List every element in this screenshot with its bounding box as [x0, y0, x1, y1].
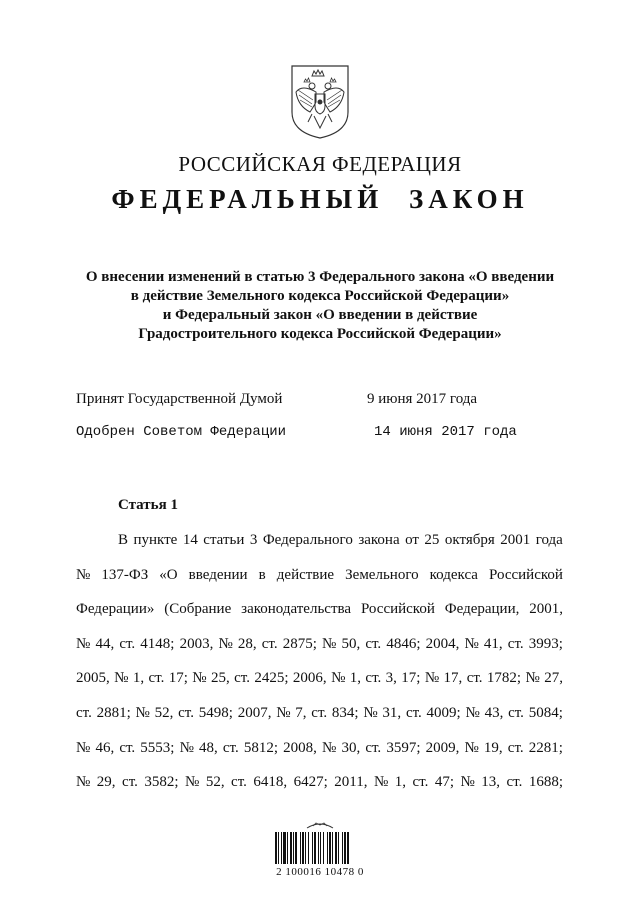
adopted-label: Принят Государственной Думой — [76, 391, 283, 407]
article-line — [76, 592, 563, 627]
article-word: ст. — [261, 635, 278, 652]
article-word: 48, — [199, 739, 218, 756]
article-word: Федерации, — [444, 601, 520, 618]
law-title-line: Градостроительного кодекса Российской Федерации» — [138, 326, 502, 342]
article-word: 2881; — [96, 704, 131, 721]
article-word: 25, — [210, 670, 230, 687]
adopted-date: 9 июня 2017 года — [367, 391, 478, 407]
article-word: 2009, — [425, 739, 460, 756]
article-word: 2006, — [292, 670, 327, 687]
approved-label: Одобрен Советом Федерации — [76, 424, 287, 440]
barcode-bar — [308, 832, 309, 864]
article-word: 43, — [484, 704, 504, 721]
coat-of-arms-icon — [288, 62, 352, 140]
article-word: ст. — [222, 739, 239, 756]
article-word: 1, — [394, 774, 406, 791]
law-title-line: и Федеральный закон «О введении в действие — [162, 307, 478, 323]
article-word: 2008, — [283, 739, 317, 756]
article-word: действие — [276, 566, 335, 583]
article-word: № — [322, 635, 337, 652]
article-word: 2281; — [528, 739, 563, 756]
article-word: 3, — [385, 670, 397, 687]
article-word: № — [464, 635, 479, 652]
article-word: 2007, — [237, 704, 272, 721]
article-word: 19, — [483, 739, 503, 756]
law-title — [60, 268, 580, 344]
article-word: ст. — [365, 739, 382, 756]
article-word: ст. — [122, 774, 138, 791]
article-word: в — [258, 566, 266, 583]
article-word: 1, — [349, 670, 362, 687]
document-type: ФЕДЕРАЛЬНЫЙ ЗАКОН — [111, 184, 529, 214]
article-word: 2001 — [500, 532, 531, 548]
article-word: законодательства — [241, 601, 352, 618]
article-word: 2011, — [334, 774, 368, 791]
article-word: «О — [159, 566, 178, 583]
law-title-line: О внесении изменений в статью 3 Федерального закона «О введении — [85, 269, 555, 285]
article-word: статьи — [203, 532, 245, 548]
article-word: ст. — [365, 670, 382, 687]
article-word: (Собрание — [164, 601, 232, 618]
barcode-bar — [329, 832, 331, 864]
article-word: Российской — [360, 601, 435, 618]
article-word: 5553; — [140, 739, 175, 756]
article-line — [76, 696, 563, 731]
article-word: ст. — [148, 670, 165, 687]
article-word: № — [76, 774, 91, 791]
article-word: № — [76, 739, 91, 756]
article-word: 7, — [295, 704, 307, 721]
article-word: 28, — [237, 635, 257, 652]
barcode-bar — [302, 832, 304, 864]
article-word: 52, — [154, 704, 174, 721]
barcode-bar — [293, 832, 294, 864]
article-word: № — [179, 739, 194, 756]
article-word: октября — [444, 532, 495, 548]
article-word: ст. — [507, 739, 524, 756]
article-word: 17; — [168, 670, 188, 687]
article-line — [76, 661, 563, 696]
article-word: 52, — [205, 774, 225, 791]
article-word: 4846; — [386, 635, 421, 652]
article-line — [76, 731, 563, 766]
article-word: Федерации» — [76, 601, 155, 618]
article-word: № — [135, 704, 150, 721]
article-word: № — [322, 739, 337, 756]
barcode-bar — [323, 832, 324, 864]
article-word: 834; — [331, 704, 359, 721]
barcode-bar — [347, 832, 349, 864]
article-word: 5498; — [198, 704, 233, 721]
barcode-bar — [295, 832, 297, 864]
article-word: 2425; — [254, 670, 289, 687]
barcode-bar — [342, 832, 343, 864]
approved-date: 14 июня 2017 года — [374, 424, 517, 440]
article-word: введении — [188, 566, 248, 583]
article-word: 137-ФЗ — [101, 566, 149, 583]
article-word: 17, — [443, 670, 463, 687]
article-word: В — [118, 532, 129, 548]
barcode-bar — [332, 832, 333, 864]
article-word: ст. — [412, 774, 429, 791]
law-title-line: в действие Земельного кодекса Российской Федерации» — [130, 288, 510, 304]
article-word: 2004, — [425, 635, 460, 652]
article-word: года — [535, 532, 563, 548]
barcode-bar — [300, 832, 301, 864]
article-word: 2001, — [529, 601, 563, 618]
article-word: № — [331, 670, 346, 687]
article-word: 17; — [401, 670, 421, 687]
article-word: ст. — [119, 635, 136, 652]
article-word: 30, — [341, 739, 361, 756]
article-word: 4148; — [140, 635, 175, 652]
article-word: ст. — [234, 670, 250, 687]
article-word: № — [373, 774, 389, 791]
barcode-bar — [312, 832, 313, 864]
barcode-bar — [327, 832, 328, 864]
article-word: ст. — [311, 704, 328, 721]
barcode-number: 2 100016 10478 0 — [276, 866, 364, 878]
article-word: 46, — [95, 739, 115, 756]
barcode-bar — [290, 832, 292, 864]
article-word: № — [465, 704, 480, 721]
article-word: 29, — [96, 774, 116, 791]
article-word: 27, — [544, 670, 563, 687]
article-word: ст. — [119, 739, 136, 756]
article-heading: Статья 1 — [118, 497, 178, 513]
article-word: кодекса — [429, 566, 478, 583]
article-word: № — [76, 635, 91, 652]
article-word: 5812; — [243, 739, 279, 756]
article-word: 3597; — [386, 739, 421, 756]
article-word: № — [114, 670, 129, 687]
article-word: 47; — [434, 774, 454, 791]
article-body — [76, 523, 563, 800]
article-word: 41, — [483, 635, 503, 652]
article-word: № — [460, 774, 475, 791]
article-line — [76, 523, 563, 558]
article-word: № — [424, 670, 440, 687]
article-word: ст. — [508, 704, 524, 721]
article-word: 6427; — [293, 774, 328, 791]
article-word: закона — [358, 532, 400, 548]
barcode-bar — [314, 832, 316, 864]
article-word: 2003, — [179, 635, 214, 652]
article-word: № — [185, 774, 200, 791]
barcode-bar — [335, 832, 337, 864]
barcode-bar — [344, 832, 346, 864]
article-word: ст. — [507, 635, 524, 652]
article-word: № — [276, 704, 291, 721]
article-word: № — [76, 566, 91, 583]
article-word: 25 — [424, 532, 440, 548]
barcode-bar — [338, 832, 339, 864]
article-line — [76, 558, 563, 593]
article-word: 3993; — [528, 635, 563, 652]
article-word: ст. — [76, 704, 92, 721]
article-word: ст. — [506, 774, 523, 791]
article-word: 50, — [341, 635, 361, 652]
article-word: 6418, — [253, 774, 288, 791]
article-word: 2005, — [76, 670, 110, 687]
article-word: пункте — [133, 532, 178, 548]
article-line — [76, 627, 563, 662]
article-word: от — [405, 532, 419, 548]
article-word: 4009; — [426, 704, 461, 721]
barcode-bar — [281, 832, 282, 864]
barcode-bar — [283, 832, 286, 864]
article-word: 5084; — [528, 704, 563, 721]
barcode-bar — [305, 832, 306, 864]
article-word: № — [464, 739, 479, 756]
article-word: 2875; — [282, 635, 317, 652]
article-word: № — [192, 670, 207, 687]
article-word: Федерального — [262, 532, 353, 548]
barcode-bar — [275, 832, 277, 864]
article-word: № — [218, 635, 233, 652]
article-word: Российской — [489, 566, 563, 583]
article-word: ст. — [365, 635, 382, 652]
article-word: ст. — [178, 704, 194, 721]
article-word: ст. — [466, 670, 483, 687]
article-word: ст. — [405, 704, 422, 721]
article-word: № — [525, 670, 540, 687]
article-word: № — [363, 704, 378, 721]
article-word: 1, — [132, 670, 145, 687]
barcode-bar — [320, 832, 321, 864]
article-word: 13, — [481, 774, 501, 791]
article-word: 3582; — [144, 774, 179, 791]
barcode-bar — [318, 832, 319, 864]
barcode-bar — [287, 832, 288, 864]
article-word: 31, — [382, 704, 402, 721]
article-word: ст. — [231, 774, 247, 791]
country-name: РОССИЙСКАЯ ФЕДЕРАЦИЯ — [178, 152, 462, 176]
barcode-bar — [278, 832, 279, 864]
article-word: 1688; — [528, 774, 563, 791]
article-word: 3 — [249, 532, 258, 548]
article-word: 44, — [95, 635, 115, 652]
article-word: 1782; — [486, 670, 522, 687]
article-word: 14 — [182, 532, 198, 548]
article-word: Земельного — [345, 566, 419, 583]
article-line — [76, 765, 563, 800]
